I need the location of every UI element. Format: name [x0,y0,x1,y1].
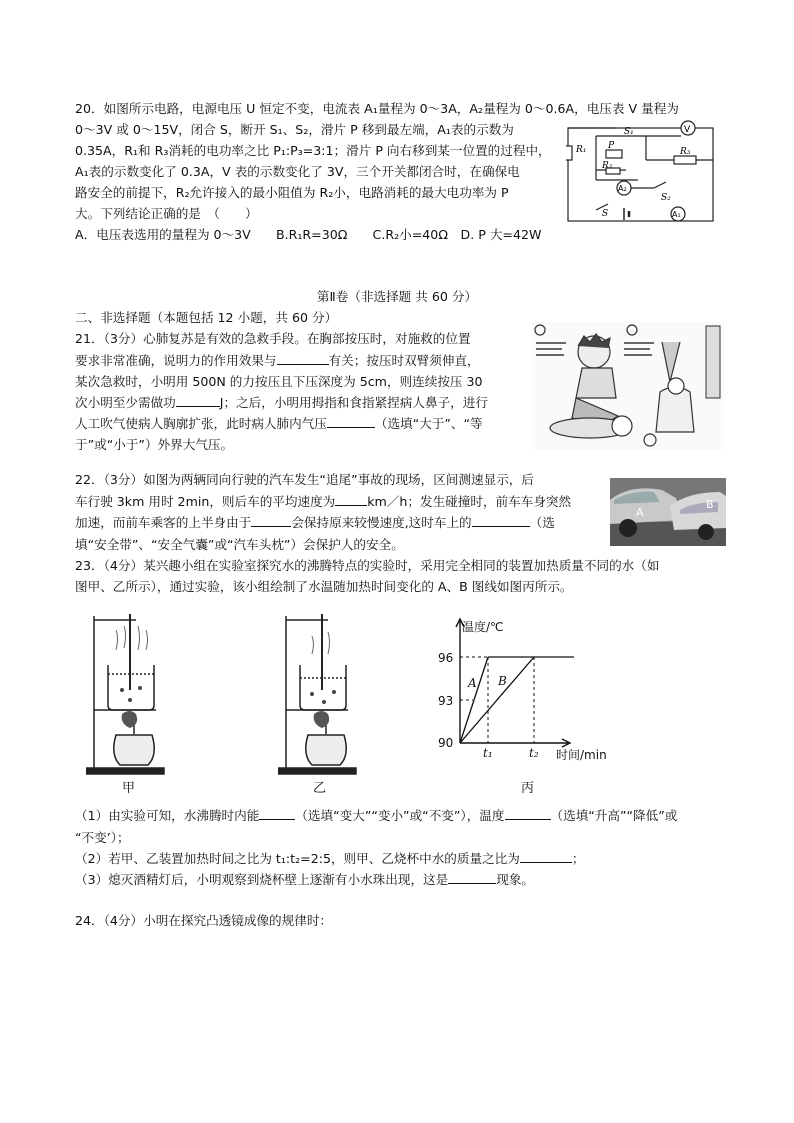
q24-line1: 24．（4分）小明在探究凸透镜成像的规律时： [75,913,333,928]
q23-sub1-cont: “不变’）； [75,830,130,845]
apparatus-yi [278,610,358,775]
section-title: 第Ⅱ卷（非选择题 共 60 分） [316,289,478,304]
apparatus-jia [86,610,166,775]
q21-line6: 于”或“小于”）外界大气压。 [75,437,234,452]
q22-line4: 填“安全带”、“安全气囊”或“汽车头枕”）会保护人的安全。 [75,537,404,552]
y-tick-96: 96 [438,651,454,665]
car-a-label: A [636,506,644,519]
line-b [460,657,534,743]
y-axis-label: 温度/℃ [462,620,504,634]
resistor-r1-label: R₁ [576,145,587,155]
section-subtitle: 二、非选择题（本题包括 12 小题，共 60 分） [75,310,338,325]
q23-line2: 图甲、乙所示），通过实验，该小组绘制了水温随加热时间变化的 A、B 图线如图丙所示。 [75,579,573,594]
x-tick-t2: t₂ [529,746,539,760]
ammeter-a1-label: A₁ [672,210,681,219]
line-a-label: A [468,676,477,690]
q21-line3: 某次急救时，小明用 500N 的力按压且下压深度为 5cm，则连续按压 30 [75,374,483,389]
q23-line1: 23．（4分）某兴趣小组在实验室探究水的沸腾特点的实验时，采用完全相同的装置加热质量不同的水（如 [75,558,660,573]
car-crash-photo [610,478,726,546]
q20-line6: 大。下列结论正确的是 （ ） [75,206,258,221]
q23-sub2: （2）若甲、乙装置加热时间之比为 t₁:t₂=2:5，则甲、乙烧杯中水的质量之比为 ； [75,851,585,866]
x-axis-label: 时间/min [556,748,607,762]
y-tick-90: 90 [438,736,454,750]
q20-options: A．电压表选用的量程为 0～3V B.R₁R=30Ω C.R₂小=40Ω D. P 大=42W [75,227,542,242]
q20-line4: A₁表的示数变化了 0.3A，V 表的示数变化了 3V，三个开关都闭合时，在确保电 [75,164,520,179]
switch-s-label: S [602,209,609,219]
y-tick-93: 93 [438,694,454,708]
label-jia: 甲 [122,781,136,796]
temperature-graph [428,615,618,775]
line-a [460,657,488,743]
q20-line1: 20．如图所示电路，电源电压 U 恒定不变，电流表 A₁量程为 0～3A，A₂量程为 0～0.6A，电压表 V 量程为 [75,101,679,116]
switch-s1-label: S₁ [624,127,634,137]
label-bing: 丙 [521,781,535,796]
q21-line1: 21．（3分）心肺复苏是有效的急救手段。在胸部按压时，对施救的位置 [75,331,471,346]
voltmeter-label: V [684,125,691,135]
q22-line2: 车行驶 3km 用时 2min，则后车的平均速度为 km／h；发生碰撞时，前车车身突然 [75,494,572,509]
cpr-illustration [532,322,724,450]
q21-line5: 人工吹气使病人胸廓扩张，此时病人肺内气压 （选填“大于”、“等 [75,416,483,431]
line-b-label: B [498,674,507,688]
q23-sub1: （1）由实验可知，水沸腾时内能 （选填“变大”“变小”或“不变”），温度 （选填“升高”“降低”或 [75,808,678,823]
q22-line3: 加速，而前车乘客的上半身由于 会保持原来较慢速度,这时车上的 （选 [75,515,555,530]
circuit-diagram [566,118,718,230]
x-tick-t1: t₁ [483,746,493,760]
q20-line3: 0.35A，R₁和 R₃消耗的电功率之比 P₁:P₃=3:1；滑片 P 向右移到某一位置的过程中， [75,143,551,158]
car-b-label: B [706,498,714,511]
q20-line2: 0～3V 或 0～15V，闭合 S，断开 S₁、S₂，滑片 P 移到最左端，A₁表的示数为 [75,122,514,137]
q21-line4: 次小明至少需做功 J；之后，小明用拇指和食指紧捏病人鼻子，进行 [75,395,488,410]
slider-p-label: P [608,141,615,151]
label-yi: 乙 [313,781,327,796]
switch-s2-label: S₂ [661,193,671,203]
resistor-r2-label: R₂ [602,161,613,171]
resistor-r3-label: R₃ [680,147,691,157]
q23-sub3: （3）熄灭酒精灯后，小明观察到烧杯壁上逐渐有小水珠出现，这是 现象。 [75,872,535,887]
ammeter-a2-label: A₂ [618,184,627,193]
q22-line1: 22．（3分）如图为两辆同向行驶的汽车发生“追尾”事故的现场，区间测速显示，后 [75,472,534,487]
q21-line2: 要求非常准确，说明力的作用效果与 有关；按压时双臂须伸直， [75,353,480,368]
q20-line5: 路安全的前提下，R₂允许接入的最小阻值为 R₂小，电路消耗的最大电功率为 P [75,185,509,200]
